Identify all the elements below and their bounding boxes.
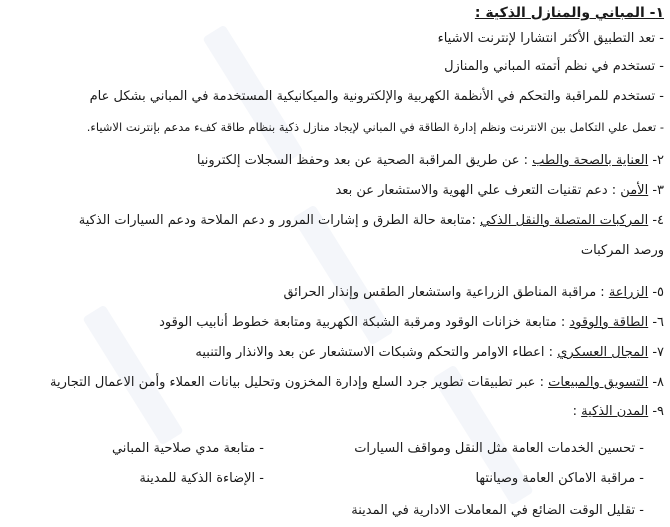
smart-city-bullet: - تحسين الخدمات العامة مثل النقل ومواقف السيارات [354, 441, 644, 456]
list-item-vehicles: ٤- المركبات المتصلة والنقل الذكي :متابعة حالة الطرق و إشارات المرور و دعم الملاحة ودعم السيارات الذكية [78, 213, 664, 228]
section-heading: ١- المباني والمنازل الذكية : [474, 5, 664, 21]
list-item-marketing: ٨- التسويق والمبيعات : عبر تطبيقات تطوير جرد السلع وإدارة المخزون وتحليل بيانات العملاء وأمن الاعمال التجارية [49, 375, 664, 390]
smart-city-bullet: - متابعة مدي صلاحية المباني [111, 441, 264, 456]
list-item-security: ٣- الأمن : دعم تقنيات التعرف علي الهوية والاستشعار عن بعد [335, 183, 664, 198]
list-item-health: ٢- العناية بالصحة والطب : عن طريق المراقبة الصحية عن بعد وحفظ السجلات إلكترونيا [196, 153, 664, 168]
smart-city-bullet: - الإضاءة الذكية للمدينة [139, 471, 264, 486]
smart-city-bullet: - مراقبة الاماكن العامة وصيانتها [475, 471, 644, 486]
section1-line: - تعد التطبيق الأكثر انتشارا لإنترنت الاشياء [437, 31, 664, 46]
list-item-energy: ٦- الطاقة والوقود : متابعة خزانات الوقود ومرقبة الشبكة الكهربية ومتابعة خطوط أنابيب الوقود [159, 315, 664, 330]
list-item-military: ٧- المجال العسكري : اعطاء الاوامر والتحكم وشبكات الاستشعار عن بعد والانذار والتنبيه [195, 345, 664, 360]
smart-city-bullet: - تقليل الوقت الضائع في المعاملات الادارية في المدينة [351, 503, 644, 518]
list-item-vehicles-cont: ورصد المركبات [580, 243, 664, 258]
section1-line: - تستخدم في نظم أتمته المباني والمنازل [444, 59, 664, 74]
section1-line: - تعمل علي التكامل بين الانترنت ونظم إدارة الطاقة في المباني لإيجاد منازل ذكية بنظام طاقة كفء مدعم بإنترنت الاشياء. [86, 120, 664, 134]
section1-line: - تستخدم للمراقبة والتحكم في الأنظمة الكهربية والإلكترونية والميكانيكية المستخدمة في المباني بشكل عام [89, 89, 664, 104]
list-item-agriculture: ٥- الزراعة : مراقبة المناطق الزراعية واستشعار الطقس وإنذار الحرائق [283, 285, 664, 300]
list-item-smart-cities: ٩- المدن الذكية : [572, 404, 664, 419]
